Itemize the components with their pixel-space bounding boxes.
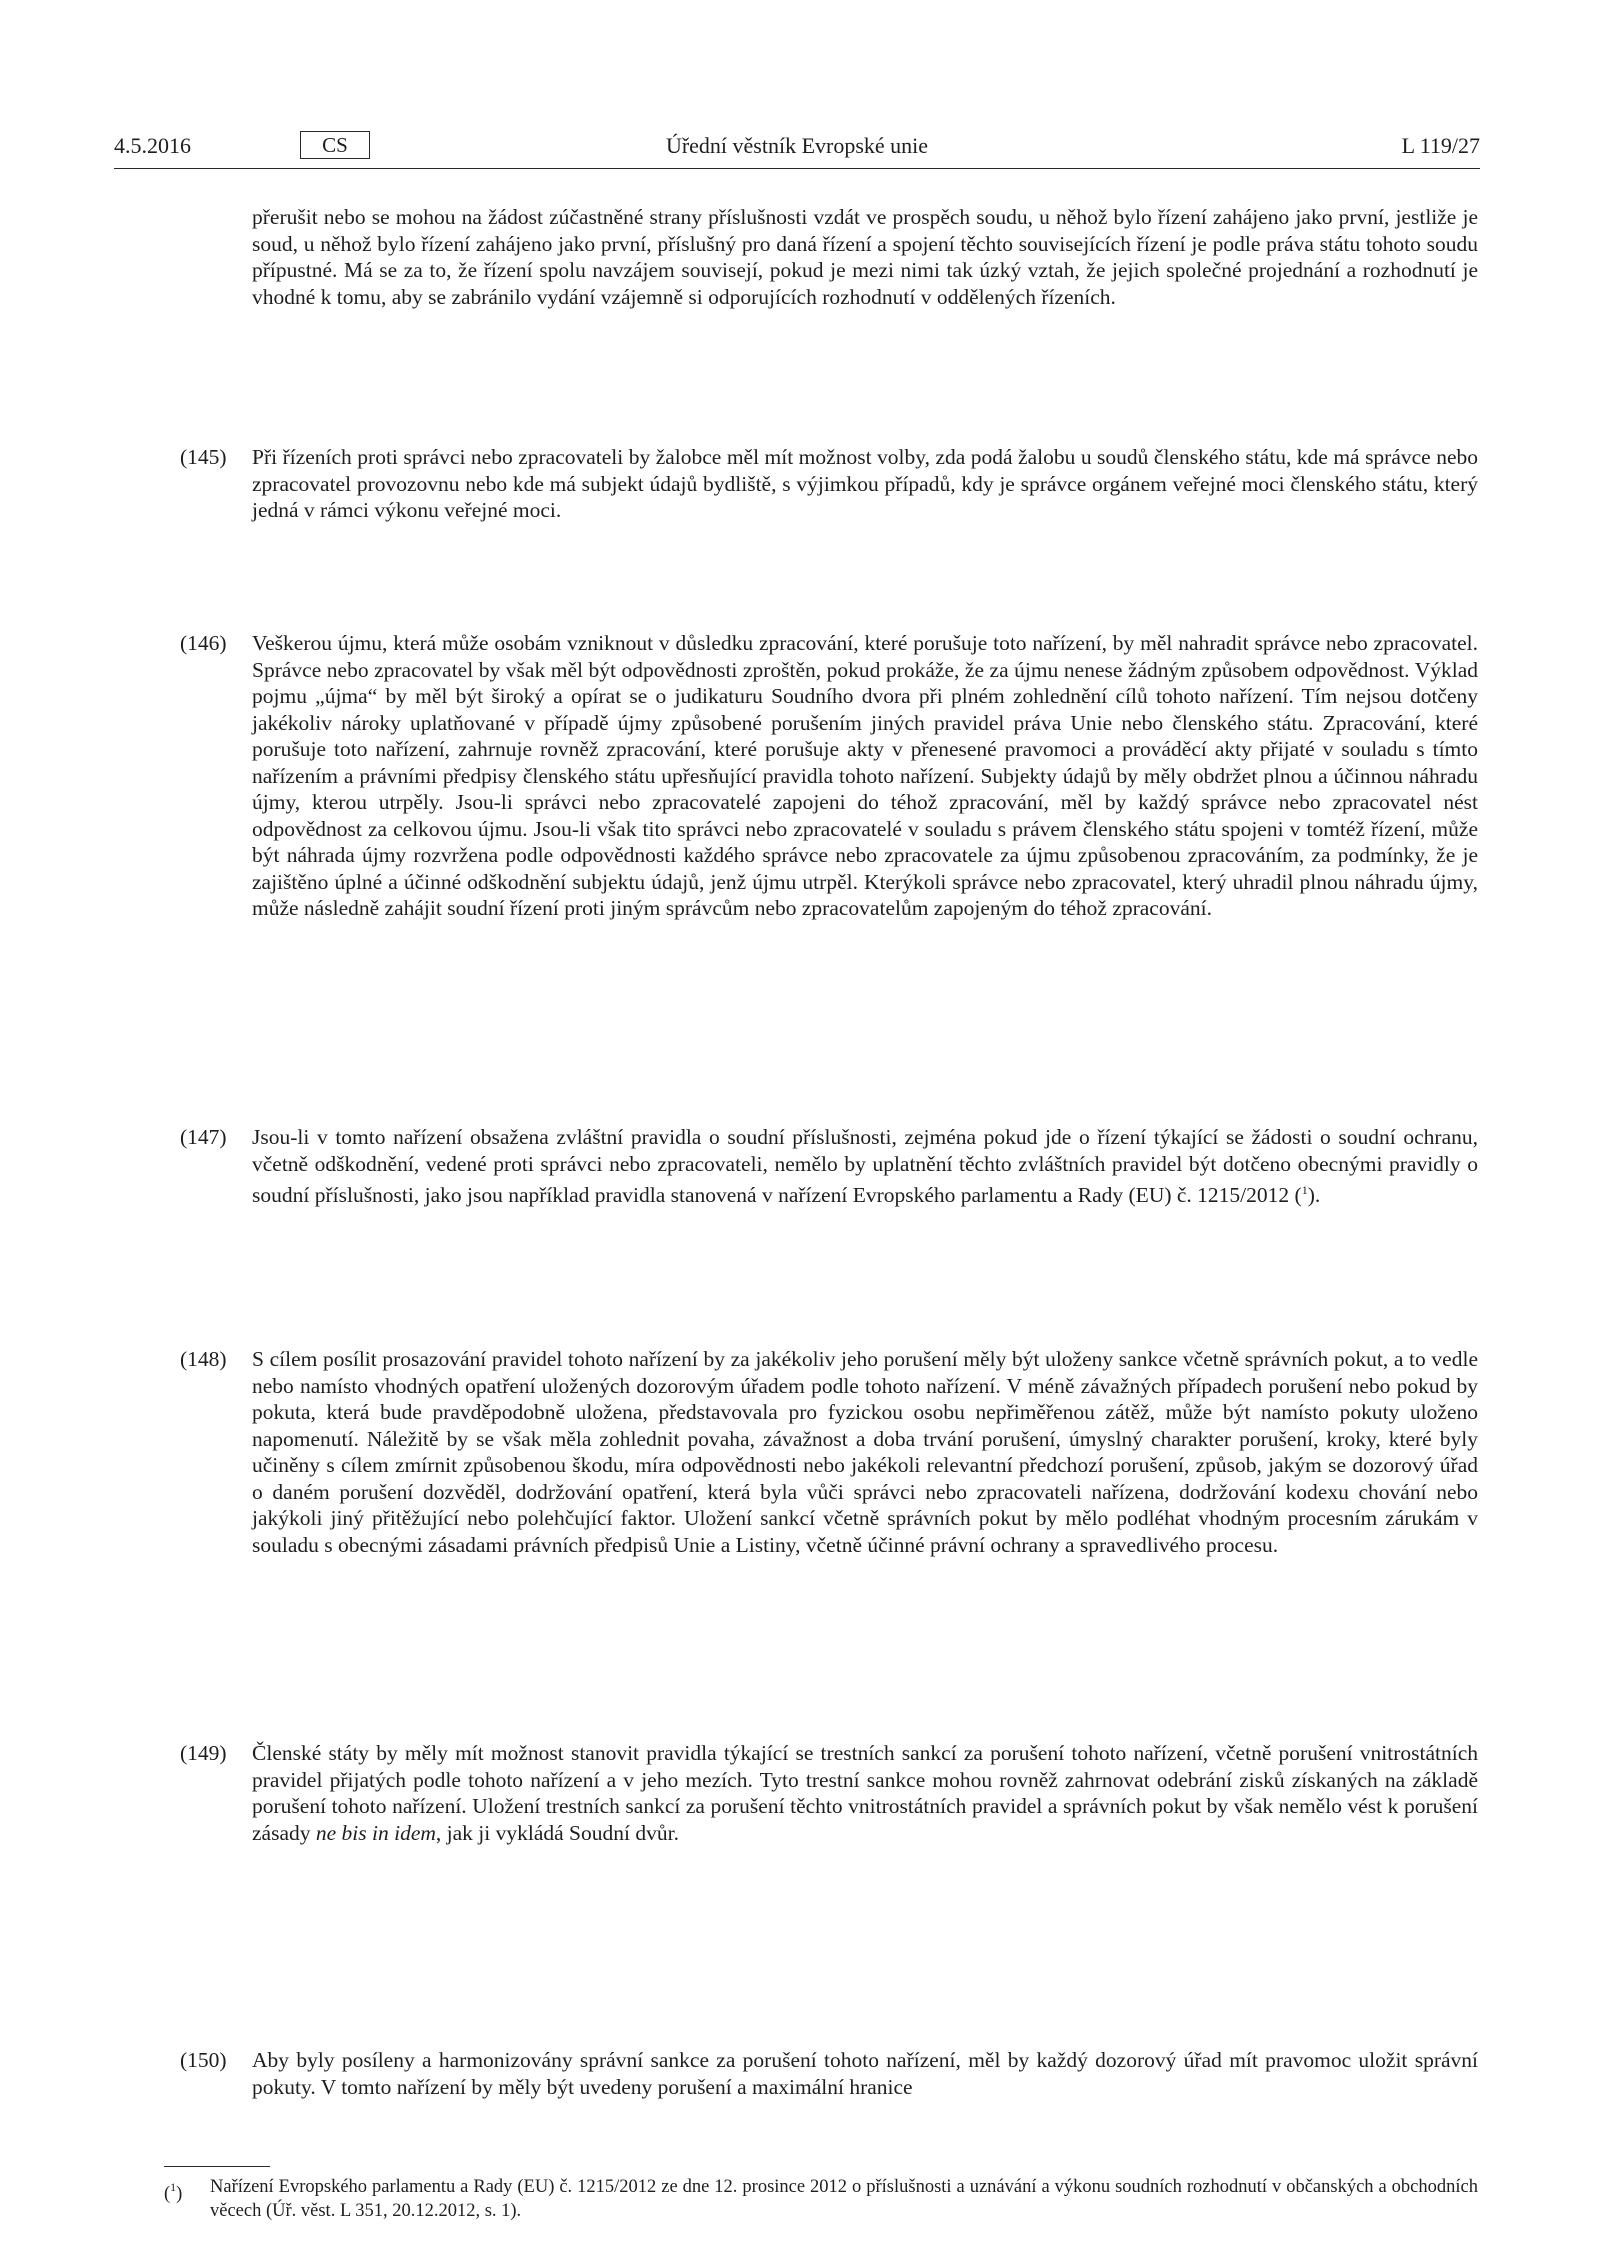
recital-number: (148) — [180, 1347, 227, 1371]
recital-number: (150) — [180, 2048, 227, 2072]
recital-text: Veškerou újmu, která může osobám vzniknout v důsledku zpracování, které porušuje toto nařízení, by měl nahradit správce nebo zpracovatel. Správce nebo zpracovatel by však měl být odpovědnosti zproštěn, pokud prokáže, že za újmu nenese žádným způsobem odpovědnost. Výklad pojmu „újma“ by měl být široký a opírat se o judikaturu Soudního dvora při plném zohlednění cílů tohoto nařízení. Tím nejsou dotčeny jakékoliv nároky uplatňované v případě újmy způsobené porušením jiných pravidel práva Unie nebo členského státu. Zpracování, které porušuje toto nařízení, zahrnuje rovněž zpracování, které porušuje akty v přenesené pravomoci a prováděcí akty přijaté v souladu s tímto nařízením a právními předpisy členského státu upřesňující pravidla tohoto nařízení. Subjekty údajů by měly obdržet plnou a účinnou náhradu újmy, kterou utrpěly. Jsou-li správci nebo zpracovatelé zapojeni do téhož zpracování, měl by každý správce nebo zpracovatel nést odpovědnost za celkovou újmu. Jsou-li však tito správci nebo zpracovatelé v souladu s právem členského státu spojeni v tomtéž řízení, může být náhrada újmy rozvržena podle odpovědnosti každého správce nebo zpracovatele za újmu způsobenou zpracováním, za podmínky, že je zajištěno úplné a účinné odškodnění subjektu údajů, jenž újmu utrpěl. Kterýkoli správce nebo zpracovatel, který uhradil plnou náhradu újmy, může následně zahájit soudní řízení proti jiným správcům nebo zpracovatelům zapojeným do téhož zpracování. — [252, 631, 1478, 920]
recital-text: Členské státy by měly mít možnost stanovit pravidla týkající se trestních sankcí za porušení tohoto nařízení, včetně porušení vnitrostátních pravidel přijatých podle tohoto nařízení a v jeho mezích. Tyto trestní sankce mohou rovněž zahrnovat odebrání zisků získaných na základě porušení tohoto nařízení. Uložení trestních sankcí za porušení těchto vnitrostátních pravidel a správních pokut by však nemělo vést k porušení zásady ne bis in idem, jak ji vykládá Soudní dvůr. — [252, 1741, 1478, 1845]
footnote-text: Nařízení Evropského parlamentu a Rady (EU) č. 1215/2012 ze dne 12. prosince 2012 o příslušnosti a uznávání a výkonu soudních rozhodnutí v občanských a obchodních věcech (Úř. věst. L 351, 20.12.2012, s. 1). — [210, 2177, 1478, 2221]
latin-phrase: ne bis in idem — [315, 1820, 436, 1845]
recital-text: Při řízeních proti správci nebo zpracovateli by žalobce měl mít možnost volby, zda podá žalobu u soudů členského státu, kde má správce nebo zpracovatel provozovnu nebo kde má subjekt údajů bydliště, s výjimkou případů, kdy je správce orgánem veřejné moci členského státu, který jedná v rámci výkonu veřejné moci. — [252, 445, 1478, 522]
recital-number: (146) — [180, 631, 227, 655]
page-reference: L 119/27 — [1401, 133, 1480, 158]
footnote-rule — [164, 2166, 270, 2167]
journal-title: Úřední věstník Evropské unie — [665, 133, 929, 158]
footnote-reference[interactable]: 1 — [1301, 1183, 1308, 1197]
continued-paragraph: přerušit nebo se mohou na žádost zúčastněné strany příslušnosti vzdát ve prospěch soudu, u něhož bylo řízení zahájeno jako první, jestliže je soud, u něhož bylo řízení zahájeno jako první, příslušný pro daná řízení a spojení těchto souvisejících řízení je podle práva státu tohoto soudu přípustné. Má se za to, že řízení spolu navzájem souvisejí, pokud je mezi nimi tak úzký vztah, že jejich společné projednání a rozhodnutí je vhodné k tomu, aby se zabránilo vydání vzájemně si odporujících rozhodnutí v oddělených řízeních. — [252, 205, 1478, 309]
header-rule — [114, 168, 1480, 169]
footnote-marker: ($^1$) — [164, 2180, 183, 2204]
journal-header — [114, 131, 1480, 163]
recital-number: (149) — [180, 1741, 227, 1765]
publication-date: 4.5.2016 — [114, 133, 191, 158]
recital-text: Aby byly posíleny a harmonizovány správní sankce za porušení tohoto nařízení, měl by každý dozorový úřad mít pravomoc uložit správní pokuty. V tomto nařízení by měly být uvedeny porušení a maximální hranice — [252, 2048, 1478, 2099]
language-code-box: CS — [300, 131, 370, 159]
recital-text: S cílem posílit prosazování pravidel tohoto nařízení by za jakékoliv jeho porušení měly být uloženy sankce včetně správních pokut, a to vedle nebo namísto vhodných opatření uložených dozorovým úřadem podle tohoto nařízení. V méně závažných případech porušení nebo pokud by pokuta, která bude pravděpodobně uložena, představovala pro fyzickou osobu nepřiměřenou zátěž, může být namísto pokuty uloženo napomenutí. Náležitě by se však měla zohlednit povaha, závažnost a doba trvání porušení, úmyslný charakter porušení, kroky, které byly učiněny s cílem zmírnit způsobenou škodu, míra odpovědnosti nebo jakékoli relevantní předchozí porušení, způsob, jakým se dozorový úřad o daném porušení dozvěděl, dodržování opatření, která byla vůči správci nebo zpracovateli nařízena, dodržování kodexu chování nebo jakýkoli jiný přitěžující nebo polehčující faktor. Uložení sankcí včetně správních pokut by mělo podléhat vhodným procesním zárukám v souladu s obecnými zásadami právních předpisů Unie a Listiny, včetně účinné právní ochrany a spravedlivého procesu. — [252, 1347, 1478, 1557]
recital-number: (147) — [180, 1125, 227, 1149]
recital-number: (145) — [180, 445, 227, 469]
recital-text: Jsou-li v tomto nařízení obsažena zvláštní pravidla o soudní příslušnosti, zejména pokud jde o řízení týkající se žádosti o soudní ochranu, včetně odškodnění, vedené proti správci nebo zpracovateli, nemělo by uplatnění těchto zvláštních pravidel být dotčeno obecnými pravidly o soudní příslušnosti, jako jsou například pravidla stanovená v nařízení Evropského parlamentu a Rady (EU) č. 1215/2012 ($^1$). — [252, 1125, 1478, 1207]
